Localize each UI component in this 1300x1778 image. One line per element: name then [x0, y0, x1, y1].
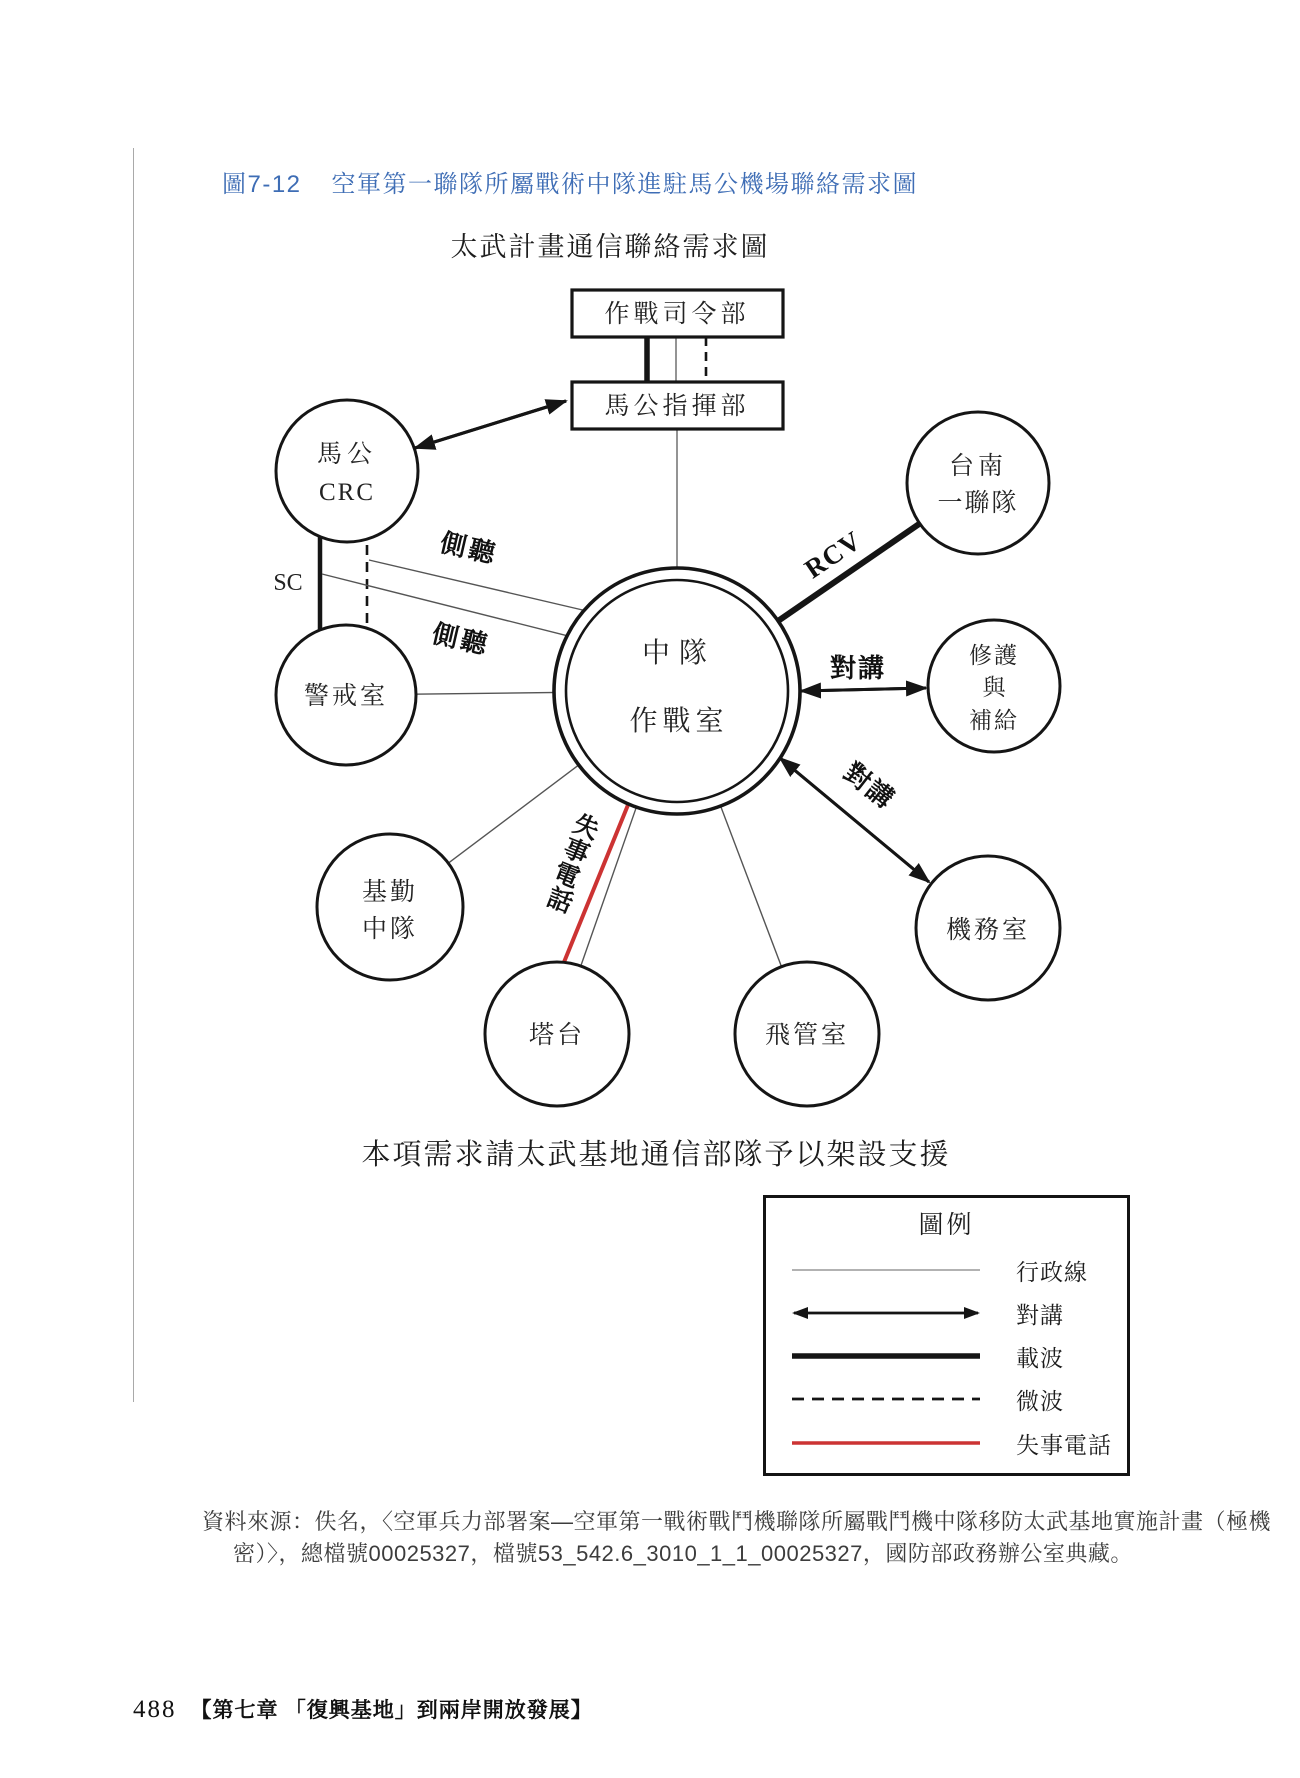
base-service-label-1: 基勤: [361, 879, 419, 906]
microwave-line-sample-icon: [788, 1389, 984, 1409]
repair-supply-label-2: 與: [982, 675, 1006, 700]
alert-room-label: 警戒室: [303, 683, 389, 710]
edge-crc-cmd-arrow: [415, 401, 566, 448]
chapter-title: 【第七章 「復興基地」到兩岸開放發展】: [190, 1698, 593, 1722]
tainan-wing-label-2: 一聯隊: [937, 490, 1019, 517]
page-number: 488: [133, 1696, 177, 1723]
repair-supply-label-1: 修護: [969, 643, 1019, 668]
diagram-caption: 本項需求請太武基地通信部隊予以架設支援: [361, 1139, 951, 1171]
intercom-label-1: 對講: [829, 654, 887, 683]
crash-phone-line-sample-icon: [788, 1433, 984, 1453]
tainan-wing-label-1: 台南: [948, 453, 1008, 480]
legend-row-admin-line: [788, 1259, 1088, 1285]
sc-label: SC: [273, 570, 303, 596]
legend-row-crash-phone: [788, 1432, 1112, 1458]
crash-phone-char-1: 失: [569, 810, 603, 846]
legend-row-microwave: [788, 1388, 1064, 1414]
source-citation-line-2: 密）〉，總檔號00025327，檔號53_542.6_3010_1_1_00025327，國防部政務辦公室典藏。: [233, 1541, 1133, 1566]
tower-label: 塔台: [528, 1022, 586, 1049]
legend-label-intercom: 對講: [1016, 1302, 1064, 1328]
admin-line-sample-icon: [788, 1260, 984, 1280]
node-base-service-circle: [317, 834, 463, 980]
page-footer: [133, 1694, 593, 1724]
legend-label-microwave: 微波: [1016, 1388, 1064, 1414]
squadron-ops-label-2: 作戰室: [629, 706, 729, 737]
node-magong-crc-circle: [276, 400, 418, 542]
crash-phone-char-3: 電: [549, 858, 584, 894]
crash-phone-label: [540, 810, 609, 920]
edge-monitor-line-1: [369, 560, 604, 615]
double-arrow-sample-icon: [788, 1303, 984, 1323]
legend-row-intercom: [788, 1302, 1064, 1328]
monitor-label-2: 側聽: [429, 619, 493, 661]
legend-label-carrier: 載波: [1016, 1345, 1064, 1371]
monitor-label-1: 側聽: [437, 528, 501, 570]
repair-supply-label-3: 補給: [969, 708, 1019, 733]
magong-crc-label-1: 馬公: [316, 441, 378, 468]
node-tainan-wing-circle: [907, 412, 1049, 554]
legend-title: 圖例: [918, 1212, 975, 1239]
maintenance-room-label: 機務室: [945, 917, 1031, 944]
flight-control-label: 飛管室: [764, 1022, 850, 1049]
base-service-label-2: 中隊: [361, 916, 419, 943]
figure-title: 空軍第一聯隊所屬戰術中隊進駐馬公機場聯絡需求圖: [331, 171, 919, 198]
edge-repair-sqd-arrow: [801, 688, 926, 691]
magong-cmd-label: 馬公指揮部: [604, 393, 750, 420]
node-squadron-ops-inner-circle: [566, 580, 788, 802]
legend-box: [763, 1195, 1130, 1476]
crash-phone-char-4: 話: [542, 884, 577, 919]
legend-label-admin-line: 行政線: [1016, 1259, 1088, 1285]
ops-hq-label: 作戰司令部: [604, 301, 750, 328]
source-citation-line-1: 資料來源：佚名，〈空軍兵力部署案—空軍第一戰術戰鬥機聯隊所屬戰鬥機中隊移防太武基地實施計畫（極機: [202, 1509, 1272, 1534]
legend-label-crash-phone: 失事電話: [1016, 1432, 1112, 1458]
rcv-label: RCV: [799, 524, 867, 585]
figure-label: 圖7-12: [222, 171, 302, 198]
squadron-ops-label-1: 中隊: [641, 638, 717, 669]
intercom-label-2: 對講: [838, 757, 901, 815]
carrier-line-sample-icon: [788, 1346, 984, 1366]
diagram-title: 太武計畫通信聯絡需求圖: [450, 232, 770, 262]
legend-row-carrier: [788, 1345, 1064, 1371]
crash-phone-char-2: 事: [559, 834, 593, 870]
magong-crc-label-2: CRC: [318, 479, 376, 506]
